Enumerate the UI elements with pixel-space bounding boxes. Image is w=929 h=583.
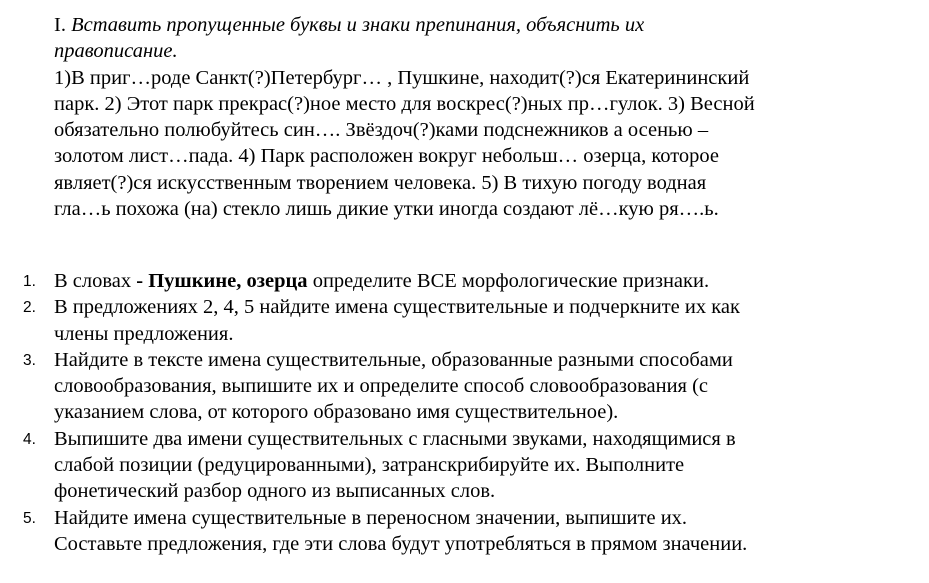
exercise-line: парк. 2) Этот парк прекрас(?)ное место для воскрес(?)ных пр…гулок. 3) Весной — [54, 92, 755, 115]
exercise-line: являет(?)ся искусственным творением человека. 5) В тихую погоду водная — [54, 171, 707, 194]
task-number: 3. — [23, 351, 36, 369]
task-number: 5. — [23, 509, 36, 527]
section-heading-line-2: правописание. — [54, 40, 178, 63]
task-line: слабой позиции (редуцированными), затранскрибируйте их. Выполните — [54, 454, 685, 477]
exercise-section — [54, 12, 914, 222]
task-line: Найдите имена существительные в переносном значении, выпишите их. — [54, 506, 688, 529]
exercise-line: 1)В приг…роде Санкт(?)Петербург… , Пушкине, находит(?)ся Екатерининский — [54, 66, 750, 89]
task-text — [54, 505, 929, 558]
exercise-text — [54, 65, 914, 223]
task-line: словообразования, выпишите их и определите способ словообразования (с — [54, 375, 709, 398]
task-number: 2. — [23, 299, 36, 317]
task-line: Составьте предложения, где эти слова будут употребляться в прямом значении. — [54, 532, 748, 555]
task-item-4 — [0, 426, 929, 505]
exercise-line: обязательно полюбуйтесь син…. Звёздоч(?)ками подснежников а осенью – — [54, 119, 709, 142]
task-prefix: В словах — [54, 270, 137, 292]
section-heading-line-1 — [54, 12, 914, 38]
task-line: указанием слова, от которого образовано имя существительное). — [54, 401, 619, 424]
task-item-1 — [0, 268, 929, 294]
task-number: 4. — [23, 430, 36, 448]
task-line: Найдите в тексте имена существительные, образованные разными способами — [54, 348, 733, 371]
task-text — [54, 294, 929, 347]
exercise-line: гла…ь похожа (на) стекло лишь дикие утки иногда создают лё…кую ря….ь. — [54, 198, 719, 221]
task-list — [0, 268, 929, 557]
task-line: фонетический разбор одного из выписанных слов. — [54, 480, 496, 503]
task-item-2 — [0, 294, 929, 347]
exercise-line: золотом лист…пада. 4) Парк расположен вокруг небольш… озерца, которое — [54, 145, 719, 168]
section-number: I. — [54, 14, 66, 36]
task-number: 1. — [23, 273, 36, 290]
task-item-3 — [0, 347, 929, 426]
task-line — [54, 268, 929, 294]
section-title-part-1: Вставить пропущенные буквы и знаки препинания, объяснить их — [71, 14, 645, 36]
task-suffix: определите ВСЕ морфологические признаки. — [307, 270, 710, 292]
task-bold-words: - Пушкине, озерца — [136, 270, 308, 292]
task-line: члены предложения. — [54, 322, 234, 345]
task-line: В предложениях 2, 4, 5 найдите имена существительные и подчеркните их как — [54, 296, 740, 319]
task-text — [54, 347, 929, 426]
task-text — [54, 426, 929, 505]
task-text — [54, 268, 929, 294]
task-line: Выпишите два имени существительных с гласными звуками, находящимися в — [54, 427, 736, 450]
task-item-5 — [0, 505, 929, 558]
